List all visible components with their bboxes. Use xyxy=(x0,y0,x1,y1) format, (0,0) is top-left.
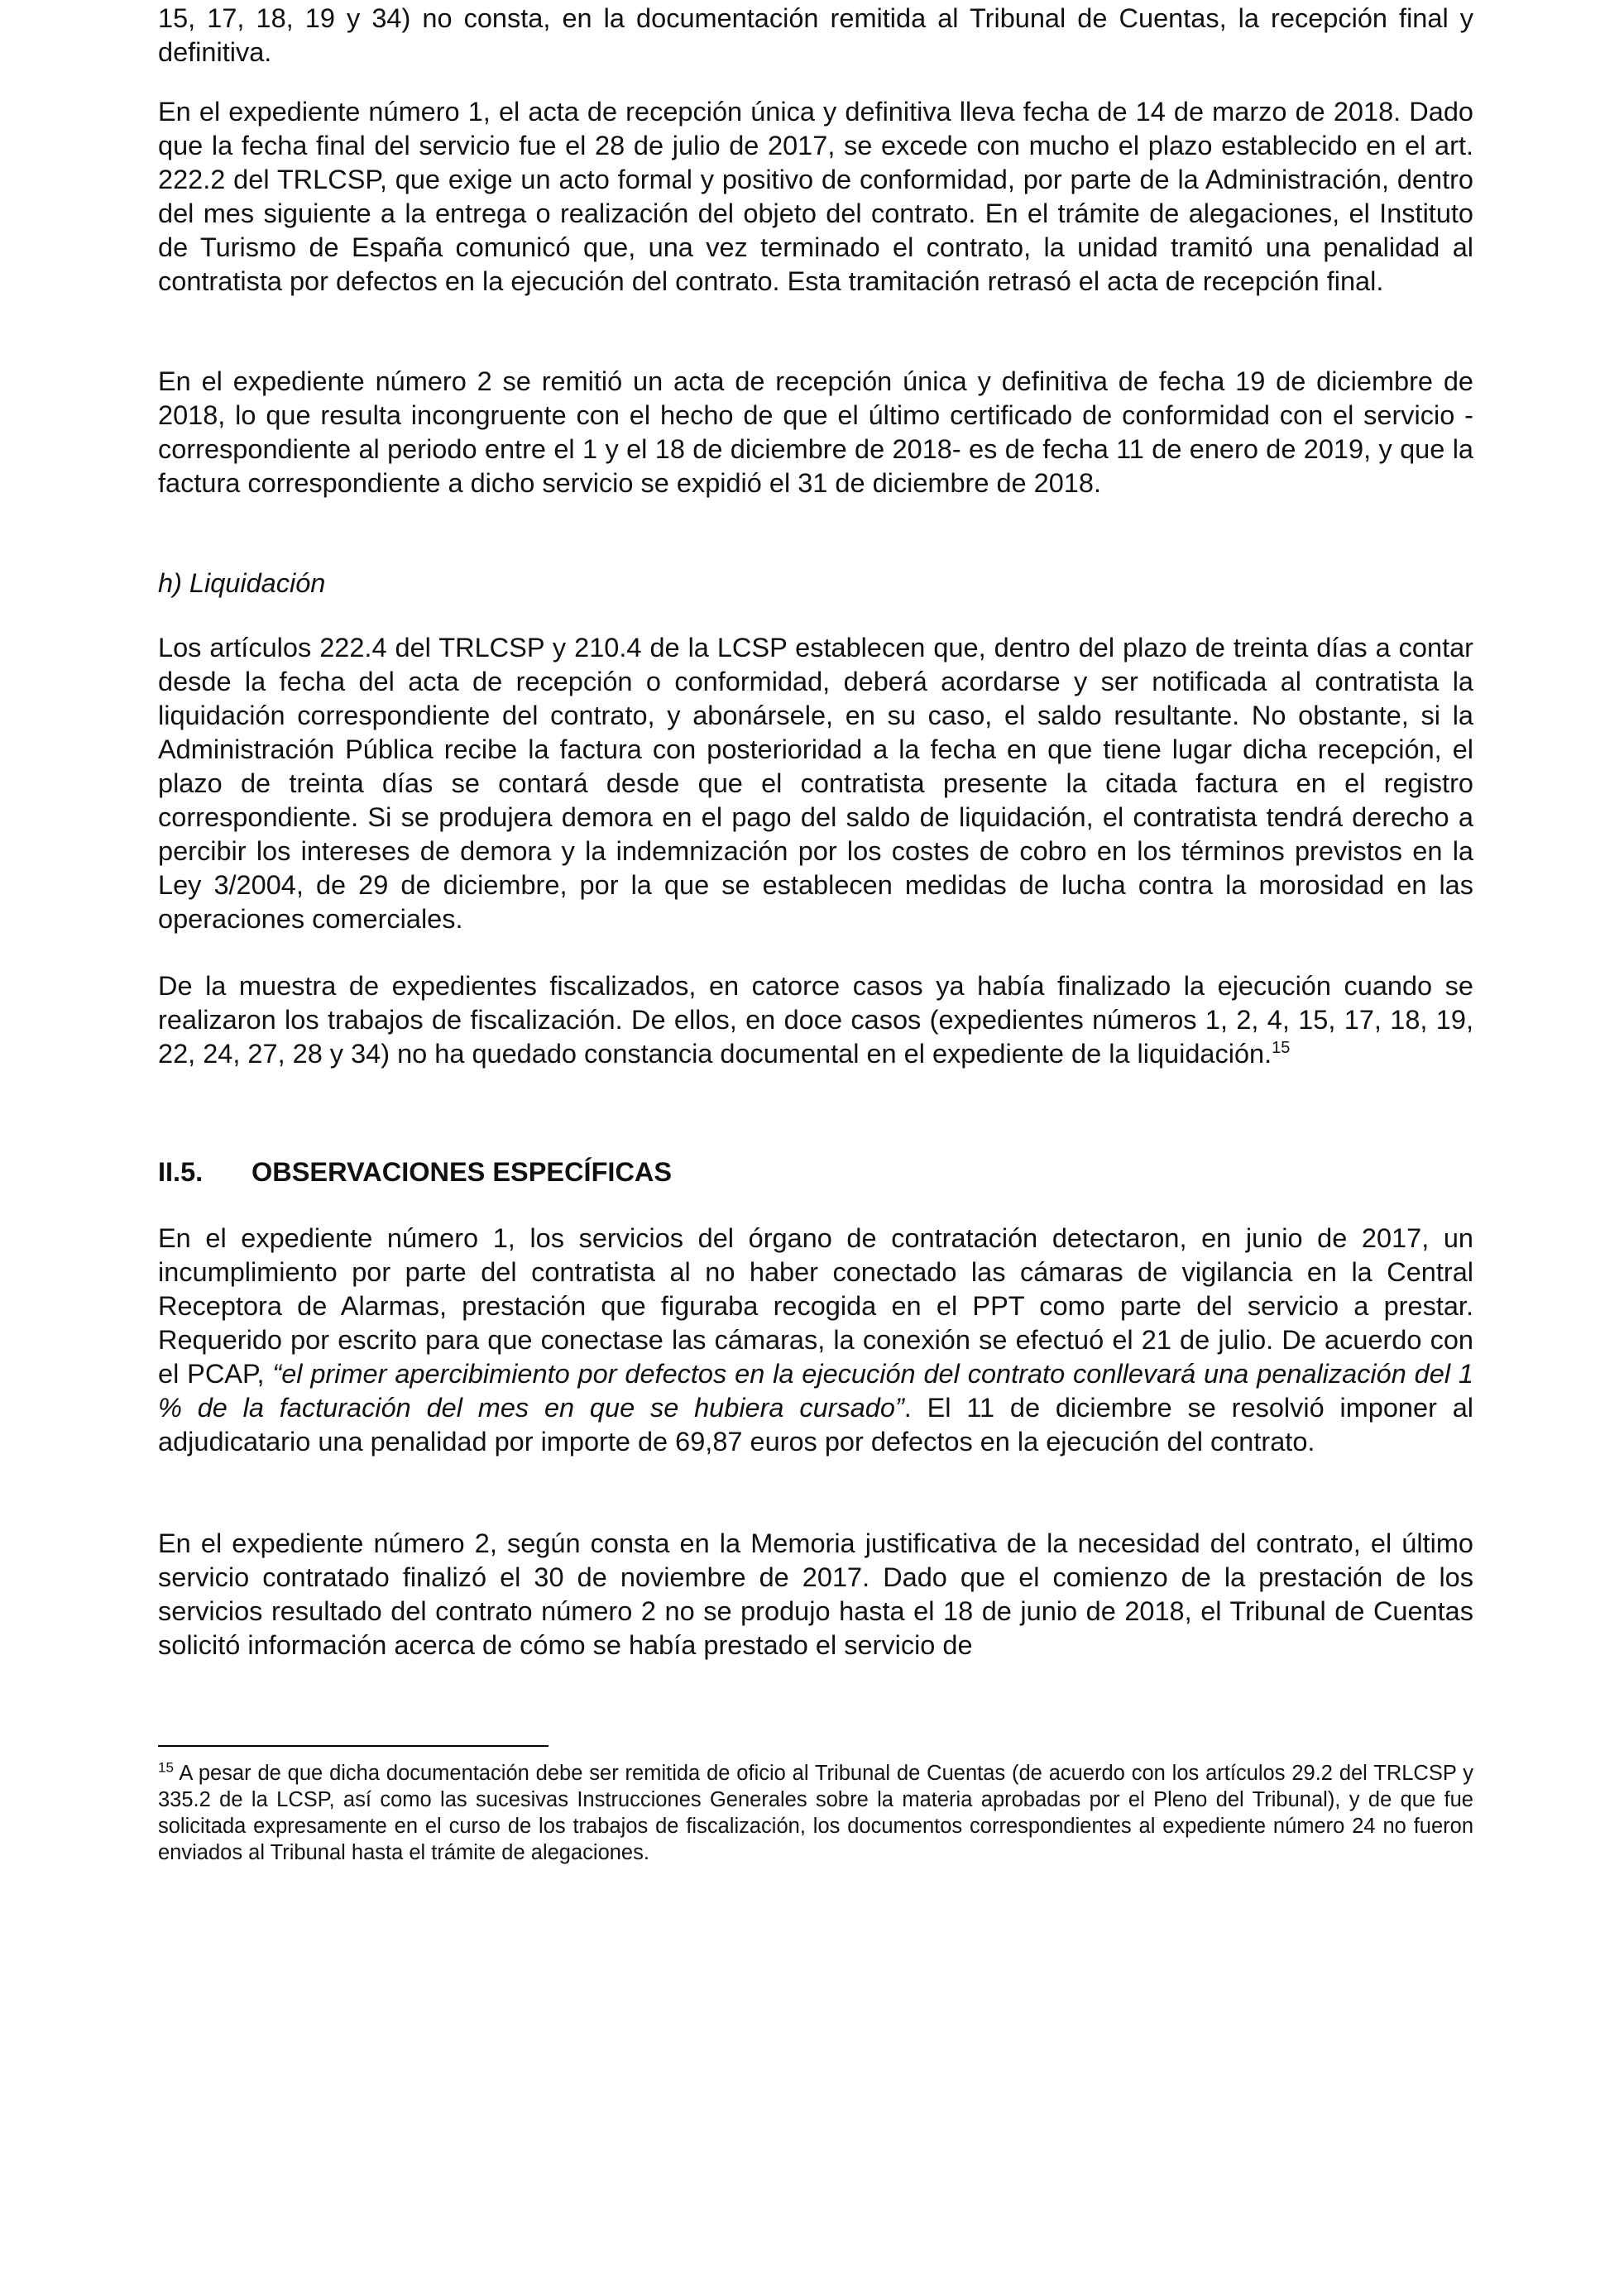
paragraph-muestra-text: De la muestra de expedientes fiscalizados, en catorce casos ya había finalizado la ejecución cuando se realizaron los trabajos de fiscalización. De ellos, en doce casos (expedientes números 1, 2, 4, 15, 17, 18, 19, 22, 24, 27, 28 y 34) no ha quedado constancia documental en el expediente de la liquidación. xyxy=(158,971,1473,1069)
pcap-quote: “el primer apercibimiento por defectos en la ejecución del contrato conllevará una penalización del 1 % de la facturación del mes en que se hubiera cursado” xyxy=(158,1359,1473,1423)
paragraph-muestra-expedientes xyxy=(158,969,1473,1071)
paragraph-expediente-2-recepcion: En el expediente número 2 se remitió un acta de recepción única y definitiva de fecha 19 de diciembre de 2018, lo que resulta incongruente con el hecho de que el último certificado de conformidad con el servicio -correspondiente al periodo entre el 1 y el 18 de diciembre de 2018- es de fecha 11 de enero de 2019, y que la factura correspondiente a dicho servicio se expidió el 31 de diciembre de 2018. xyxy=(158,366,1473,498)
paragraph-liquidacion-articulos: Los artículos 222.4 del TRLCSP y 210.4 de la LCSP establecen que, dentro del plazo de treinta días a contar desde la fecha del acta de recepción o conformidad, deberá acordarse y ser notificada al contratista la liquidación correspondiente del contrato, y abonársele, en su caso, el saldo resultante. No obstante, si la Administración Pública recibe la factura con posterioridad a la fecha en que tiene lugar dicha recepción, el plazo de treinta días se contará desde que el contratista presente la citada factura en el registro correspondiente. Si se produjera demora en el pago del saldo de liquidación, el contratista tendrá derecho a percibir los intereses de demora y la indemnización por los costes de cobro en los términos previstos en la Ley 3/2004, de 29 de diciembre, por la que se establecen medidas de lucha contra la morosidad en las operaciones comerciales. xyxy=(158,633,1473,934)
paragraph-expediente-1-observaciones xyxy=(158,1222,1473,1459)
section-title: OBSERVACIONES ESPECÍFICAS xyxy=(252,1157,673,1187)
subheading-liquidacion: h) Liquidación xyxy=(158,568,326,598)
paragraph-recepcion-continuation: 15, 17, 18, 19 y 34) no consta, en la documentación remitida al Tribunal de Cuentas, la recepción final y definitiva. xyxy=(158,3,1473,67)
footnote-separator xyxy=(158,1745,549,1747)
section-heading xyxy=(158,1155,1473,1189)
paragraph-expediente-2-observaciones: En el expediente número 2, según consta en la Memoria justificativa de la necesidad del contrato, el último servicio contratado finalizó el 30 de noviembre de 2017. Dado que el comienzo de la prestación de los servicios resultado del contrato número 2 no se produjo hasta el 18 de junio de 2018, el Tribunal de Cuentas solicitó información acerca de cómo se había prestado el servicio de xyxy=(158,1528,1473,1660)
paragraph-expediente-1-recepcion: En el expediente número 1, el acta de recepción única y definitiva lleva fecha de 14 de marzo de 2018. Dado que la fecha final del servicio fue el 28 de julio de 2017, se excede con mucho el plazo establecido en el art. 222.2 del TRLCSP, que exige un acto formal y positivo de conformidad, por parte de la Administración, dentro del mes siguiente a la entrega o realización del objeto del contrato. En el trámite de alegaciones, el Instituto de Turismo de España comunicó que, una vez terminado el contrato, la unidad tramitó una penalidad al contratista por defectos en la ejecución del contrato. Esta tramitación retrasó el acta de recepción final. xyxy=(158,97,1473,296)
footnote-number: 15 xyxy=(158,1759,174,1776)
footnote-15 xyxy=(158,1760,1473,1866)
paragraph-obs-text-a: En el expediente número 1, los servicios del órgano de contratación detectaron, en junio de 2017, un incumplimiento por parte del contratista al no haber conectado las cámaras de vigilancia en la Central Receptora de Alarmas, prestación que figuraba recogida en el PPT como parte del servicio a prestar. Requerido por escrito para que conectase las cámaras, la conexión se efectuó el 21 de julio. De acuerdo con el PCAP, xyxy=(158,1223,1473,1389)
section-number: II.5. xyxy=(158,1157,204,1187)
footnote-text: A pesar de que dicha documentación debe ser remitida de oficio al Tribunal de Cuentas (de acuerdo con los artículos 29.2 del TRLCSP y 335.2 de la LCSP, así como las sucesivas Instrucciones Generales sobre la materia aprobadas por el Pleno del Tribunal), y de que fue solicitada expresamente en el curso de los trabajos de fiscalización, los documentos correspondientes al expediente número 24 no fueron enviados al Tribunal hasta el trámite de alegaciones. xyxy=(158,1762,1473,1864)
footnote-reference: 15 xyxy=(1272,1039,1291,1058)
paragraph-obs-text-b: . El 11 de diciembre se resolvió imponer al adjudicatario una penalidad por importe de 69,87 euros por defectos en la ejecución del contrato. xyxy=(158,1393,1474,1457)
